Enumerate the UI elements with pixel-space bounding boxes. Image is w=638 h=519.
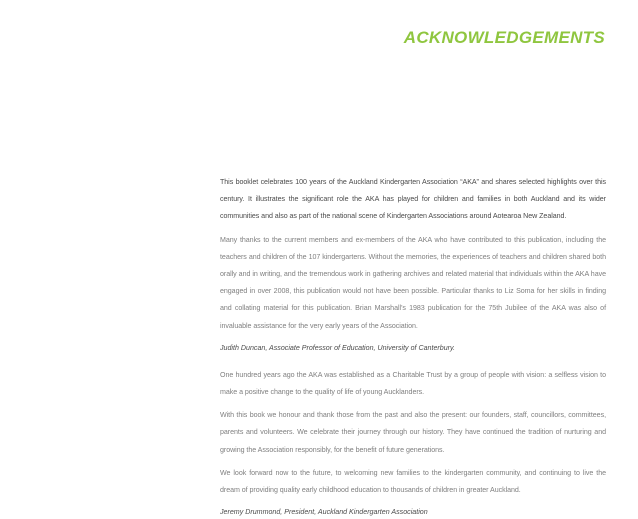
intro-paragraph: This booklet celebrates 100 years of the Auckland Kindergarten Association “AKA” and shares selected highlights over this century. It illustrates the significant role the AKA has played for children and families in both Auckland and its wider communities and also as part of the national scene of Kindergarten Associations around Aotearoa New Zealand. <box>220 178 606 221</box>
history-paragraph: One hundred years ago the AKA was established as a Charitable Trust by a group of people with vision: a selfless vision to make a positive change to the quality of life of young Aucklanders. <box>220 370 606 397</box>
thanks-paragraph: Many thanks to the current members and ex-members of the AKA who have contributed to this publication, including the teachers and children of the 107 kindergartens. Without the memories, the experiences of teachers and children shared both orally and in writing, and the tremendous work in gathering archives and related material that individuals within the AKA have engaged in over 2008, this publication would not have been possible. Particular thanks to Liz Soma for her skills in finding and collating material for this publication. Brian Marshall’s 1983 publication for the 75th Jubilee of the AKA was also of invaluable assistance for the very early years of the Association. <box>220 235 606 330</box>
signature-duncan: Judith Duncan, Associate Professor of Education, University of Canterbury. <box>220 343 455 352</box>
page-title: ACKNOWLEDGEMENTS <box>403 28 605 47</box>
future-paragraph: We look forward now to the future, to welcoming new families to the kindergarten community, and continuing to live the dream of providing quality early childhood education to thousands of children in greater Auckland. <box>220 468 606 495</box>
honour-paragraph: With this book we honour and thank those from the past and also the present: our founders, staff, councillors, committees, parents and volunteers. We celebrate their journey through our history. They have continued the tradition of nurturing and growing the Association responsibly, for the benefit of future generations. <box>220 411 606 454</box>
acknowledgements-body <box>220 174 606 519</box>
signature-drummond: Jeremy Drummond, President, Auckland Kindergarten Association <box>220 508 428 517</box>
